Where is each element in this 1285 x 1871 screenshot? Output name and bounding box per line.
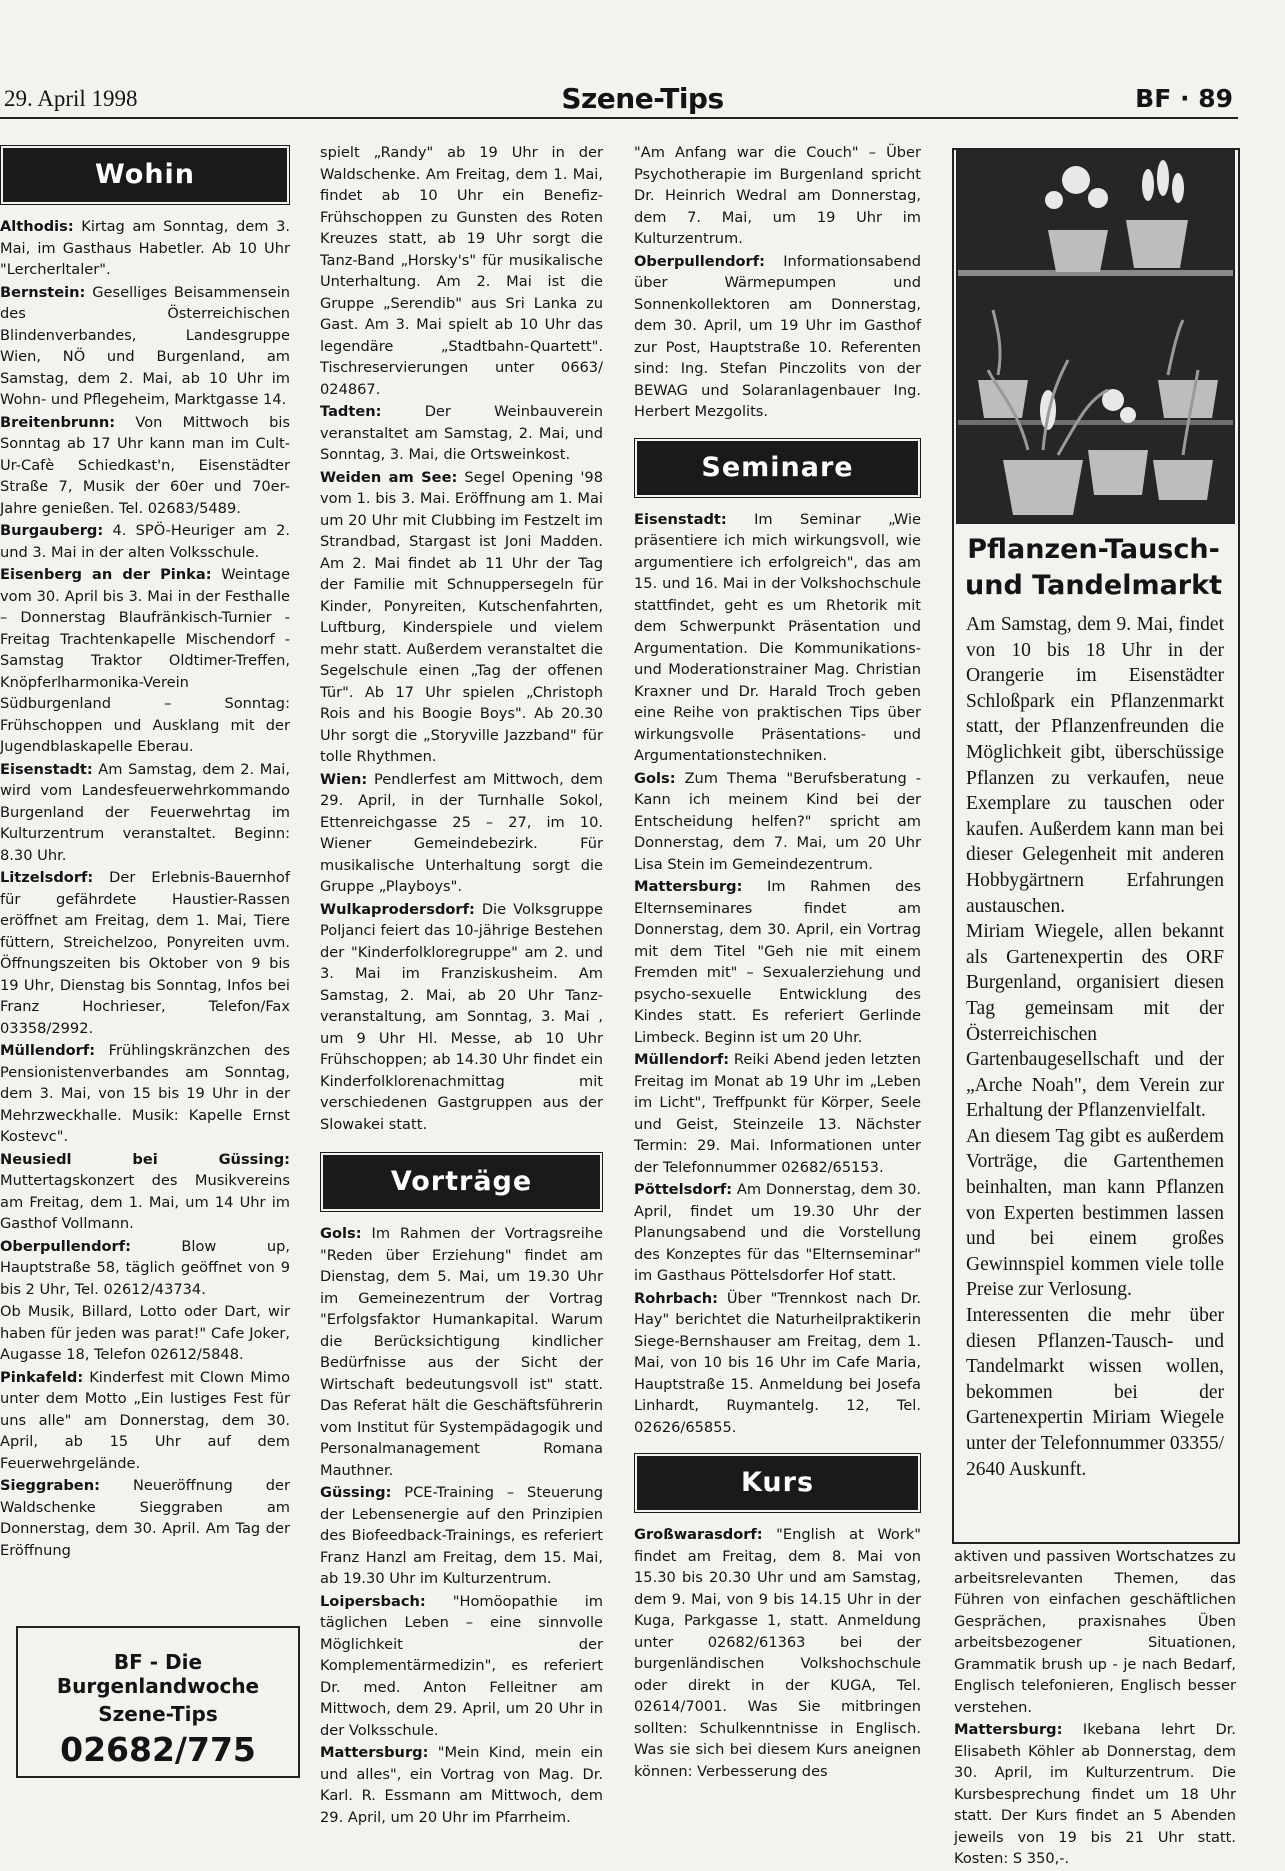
- entry: [634, 1288, 921, 1439]
- entry: [0, 759, 290, 867]
- entry-text: Zum Thema "Berufsberatung - Kann ich meinem Kind bei der Entscheidung helfen?" spricht am Donnerstag, dem 7. Mai, um 20 Uhr Lisa Stein im Gemeindezentrum.: [634, 769, 922, 873]
- entry-list: [0, 216, 290, 1561]
- contact-box-publication: BF - Die Burgenlandwoche: [56, 1650, 260, 1698]
- entry-place: Wien:: [320, 770, 368, 788]
- entry: [320, 899, 603, 1136]
- entry: [634, 768, 921, 876]
- header-rule: [0, 117, 1238, 119]
- entry-text: Frühlingskränzchen des Pensionistenverbandes am Sonntag, dem 3. Mai, von 15 bis 19 Uhr in der Mehrzweckhalle. Musik: Kapelle Ernst Kostevc".: [0, 1042, 290, 1145]
- entry-text: Der Weinbauverein veranstaltet am Samstag, 2. Mai, und Sonntag, 3. Mai, die Ortsweinkost.: [320, 403, 604, 463]
- entry-text: "Homöopathie im täglichen Leben – eine sinnvolle Möglichkeit der Komplementärmedizin", es referiert Dr. med. Anton Felleitner am Mittwoch, dem 29. April, um 20 Uhr in der Volksschule.: [320, 1592, 603, 1739]
- sidebar-paragraph: Am Samstag, dem 9. Mai, findet von 10 bis 18 Uhr in der Orangerie im Eisenstädter Schloßpark ein Pflanzenmarkt statt, der Pflanzenfreunden die Möglichkeit gibt, überschüssige Pflanzen zu verkaufen, neue Exemplare zu tauschen oder kaufen. Außerdem kann man bei dieser Gelegenheit mit anderen Hobbygärtnern Erfahrungen austauschen.: [966, 614, 1224, 917]
- entry: [0, 216, 290, 281]
- entry-text: Blow up, Hauptstraße 58, täglich geöffnet von 9 bis 2 Uhr, Tel. 02612/43734.: [0, 1237, 290, 1298]
- section-heading-wohin: Wohin: [3, 148, 287, 202]
- entry-text: Informationsabend über Wärmepumpen und Sonnenkollektoren am Donnerstag, dem 30. April, um 19 Uhr im Gasthof zur Post, Hauptstraße 10. Referenten sind: Ing. Stefan Pinczolits von der BEWAG und Solaranlagenbauer Ing. Herbert Mezgolits.: [634, 252, 921, 420]
- entry-text: Die Volksgruppe Poljanci feiert das 10-jährige Bestehen der "Kinderfolkloregruppe" am 2. und 3. Mai im Franziskusheim. Am Samstag, 2. Mai, ab 20 Uhr Tanz-veranstaltung, am Sonntag, 3. Mai , um 9 Uhr Hl. Messe, ab 10 Uhr Frühschoppen; ab 14.30 Uhr findet ein Kinderfolklorenachmittag mit verschiedenen Gastgruppen aus der Slowakei statt.: [320, 900, 603, 1133]
- entry-place: Weiden am See:: [320, 468, 458, 486]
- entry-text: Segel Opening '98 vom 1. bis 3. Mai. Eröffnung am 1. Mai um 20 Uhr mit Clubbing im Festzelt im Strandbad, Stargast ist Joni Madden. Am 2. Mai findet ab 11 Uhr der Tag der Familie mit Schnuppersegeln für Kinder, Ponyreiten, Kutschenfahrten, Luftburg, Kinderspiele und vielem mehr statt. Außerdem veranstaltet die Segelschule einen „Tag der offenen Tür". Ab 17 Uhr spielen „Christoph Rois and his Boogie Boys". Ab 20.30 Uhr sorgt die „Storyville Jazzband" für tolle Rhythmen.: [320, 468, 604, 765]
- entry-place: Mattersburg:: [320, 1744, 429, 1761]
- entry-text: Ob Musik, Billard, Lotto oder Dart, wir haben für jeden was parat!" Cafe Joker, Augasse 18, Telefon 02612/5848.: [0, 1303, 290, 1363]
- entry-place: Gols:: [634, 769, 676, 787]
- entry-place: Althodis:: [0, 218, 74, 235]
- entry-place: Pinkafeld:: [0, 1368, 84, 1386]
- entry-text: Der Erlebnis-Bauernhof für gefährdete Haustier-Rassen eröffnet am Freitag, dem 1. Mai, Tiere füttern, Streichelzoo, Ponyreiten uvm. Öffnungszeiten bis Oktober von 9 bis 19 Uhr, Dienstag bis Sonntag, Infos bei Franz Hochrieser, Telefon/Fax 03358/2992.: [0, 869, 290, 1037]
- contact-box-label: Szene-Tips: [98, 1702, 218, 1726]
- entry-place: Oberpullendorf:: [0, 1237, 131, 1255]
- sidebar-paragraph: Miriam Wiegele, allen bekannt als Gartenexpertin des ORF Burgenland, organisiert diesen Tag gemeinsam mit der Österreichischen Gartenbaugesellschaft und der „Arche Noah", dem Verein zur Erhaltung der Pflanzenvielfalt.: [966, 921, 1224, 1122]
- contact-box: [16, 1626, 300, 1778]
- entry: [0, 1301, 290, 1366]
- entry: [954, 1719, 1236, 1870]
- entry-text: Muttertagskonzert des Musikvereins am Freitag, dem 1. Mai, um 14 Uhr im Gasthof Vollmann.: [0, 1172, 290, 1232]
- entry-list: [320, 1223, 603, 1828]
- entry: [0, 564, 290, 758]
- entry-text: PCE-Training – Steuerung der Lebensenergie auf den Prinzipien des Biofeedback-Trainings, es referiert Franz Hanzl am Freitag, dem 15. Mai, ab 19.30 Uhr im Kulturzentrum.: [320, 1484, 604, 1587]
- entry-text: Über "Trennkost nach Dr. Hay" berichtet die Naturheilpraktikerin Siege-Bernshauser am Freitag, dem 1. Mai, von 10 bis 16 Uhr im Cafe Maria, Hauptstraße 15. Anmeldung bei Josefa Linhardt, Ruymantelg. 12, Tel. 02626/65855.: [634, 1289, 922, 1436]
- entry-place: Rohrbach:: [634, 1289, 719, 1307]
- entry: [0, 1367, 290, 1475]
- entry-text: Weintage vom 30. April bis 3. Mai in der Festhalle – Donnerstag Blaufränkisch-Turnier - Freitag Trachtenkapelle Mischendorf - Samstag Traktor Oldtimer-Treffen, Knöpferlharmonika-Verein Südburgenland – Sonntag: Frühschoppen und Ausklang mit der Jugendblaskapelle Eberau.: [0, 566, 291, 755]
- entry: [634, 1049, 921, 1178]
- column-wohin: [0, 140, 290, 1562]
- sidebar-title: Pflanzen-Tausch- und Tandelmarkt: [965, 534, 1222, 601]
- entry: [320, 1223, 603, 1481]
- sidebar-paragraph: An diesem Tag gibt es außerdem Vorträge, die Gartenthemen beinhalten, man kann Pflanzen von Experten bestimmen lassen und bei einem großes Gewinnspiel kommen viele tolle Preise zur Verlosung.: [966, 1125, 1224, 1301]
- entry: [320, 1591, 603, 1742]
- entry-place: Breitenbrunn:: [0, 413, 116, 431]
- entry-place: Burgauberg:: [0, 522, 104, 539]
- entry-list: [634, 1524, 921, 1782]
- column-2: [320, 142, 603, 1829]
- plants-photo: [956, 148, 1235, 524]
- entry: [0, 282, 290, 411]
- entry: [0, 1475, 290, 1561]
- entry-place: Neusiedl bei Güssing:: [0, 1150, 290, 1168]
- entry-continuation: spielt „Randy" ab 19 Uhr in der Waldschenke. Am Freitag, dem 1. Mai, findet ab 10 Uhr ein Benefiz-Frühschoppen zu Gunsten des Roten Kreuzes statt, ab 19 Uhr sorgt die Tanz-Band „Horsky's" für musikalische Unterhaltung. Am 2. Mai ist die Gruppe „Serendib" aus Sri Lanka zu Gast. Am 3. Mai spielt ab 10 Uhr das legendäre „Stadtbahn-Quartett". Tischreservierungen unter 0663/ 024867.: [320, 144, 603, 398]
- potted-plants-image: [958, 150, 1233, 522]
- entry-place: Sieggraben:: [0, 1477, 100, 1494]
- entry-place: Tadten:: [320, 403, 382, 420]
- entry-place: Wulkaprodersdorf:: [320, 900, 475, 918]
- entry-place: Litzelsdorf:: [0, 869, 94, 886]
- entry-place: Großwarasdorf:: [634, 1526, 763, 1543]
- page-title: Szene-Tips: [561, 82, 724, 115]
- entry-text: "English at Work" findet am Freitag, dem 8. Mai von 15.30 bis 20.30 Uhr und am Samstag, dem 9. Mai, von 9 bis 14.15 Uhr in der Kuga, Parkgasse 1, statt. Anmeldung unter 02682/61363 bei der burgenländischen Volkshochschule oder direkt in der KUGA, Tel. 02614/7001. Was Sie mitbringen sollten: Schulkenntnisse in Englisch. Was sie sich bei diesem Kurs aneignen können: Verbesserung des: [634, 1526, 921, 1780]
- page-date: 29. April 1998: [4, 86, 138, 111]
- entry-list: [320, 401, 603, 1135]
- entry: [634, 251, 921, 423]
- entry: [634, 1524, 921, 1782]
- entry-list: [634, 509, 921, 1439]
- entry: [320, 1482, 603, 1590]
- section-heading-seminare: Seminare: [637, 441, 918, 495]
- entry-place: Eisenstadt:: [634, 510, 727, 528]
- entry-text: Im Rahmen der Vortragsreihe "Reden über Erziehung" findet am Dienstag, dem 5. Mai, um 19.30 Uhr im Gemeinezentrum der Vortrag "Erfolgsfaktor Humankapital. Warum die Berücksichtigung kindlicher Bedürfnisse aus der Sicht der Wirtschaft bedeutungsvoll ist" statt. Das Referat hält die Geschäftsführerin vom Institut für Systempädagogik und Personalmanagement Romana Mauthner.: [320, 1225, 603, 1479]
- entry-place: Mattersburg:: [954, 1721, 1063, 1738]
- entry-text: Am Samstag, dem 2. Mai, wird vom Landesfeuerwehrkommando Burgenland der Feuerwehrtag im Kulturzentrum veranstaltet. Beginn: 8.30 Uhr.: [0, 760, 290, 864]
- entry: [0, 867, 290, 1039]
- section-heading-kurs: Kurs: [637, 1456, 918, 1510]
- entry: [0, 1040, 290, 1148]
- entry-list: [954, 1719, 1236, 1870]
- entry-text: Kirtag am Sonntag, dem 3. Mai, im Gasthaus Habetler. Ab 10 Uhr "Lercherltaler".: [0, 218, 290, 278]
- entry: [320, 467, 603, 768]
- section-heading-vortraege: Vorträge: [323, 1155, 600, 1209]
- entry-text: Geselliges Beisammensein des Österreichischen Blindenverbandes, Landesgruppe Wien, NÖ und Burgenland, am Samstag, dem 2. Mai, ab 10 Uhr im Wohn- und Pflegeheim, Marktgasse 14.: [0, 283, 291, 408]
- entry-continuation: aktiven und passiven Wortschatzes zu arbeitsrelevanten Themen, das Führen von einfachen geschäftlichen Gesprächen, praxisnahes Üben arbeitsbezogener Situationen, Grammatik brush up - je nach Bedarf, Englisch telefonieren, Englisch besser verstehen.: [954, 1548, 1236, 1716]
- entry-text: Von Mittwoch bis Sonntag ab 17 Uhr kann man im Cult-Ur-Cafè Schiedkast'n, Eisenstädter Straße 7, Musik der 60er und 70er-Jahre genießen. Tel. 02683/5489.: [0, 413, 290, 517]
- entry: [0, 1236, 290, 1301]
- entry-place: Loipersbach:: [320, 1592, 426, 1610]
- entry: [634, 509, 921, 767]
- entry-place: Müllendorf:: [0, 1042, 96, 1059]
- sidebar-text: [966, 612, 1224, 1482]
- entry: [0, 520, 290, 563]
- entry: [0, 412, 290, 520]
- entry-text: Kinderfest mit Clown Mimo unter dem Motto „Ein lustiges Fest für uns alle" am Donnerstag, dem 30. April, ab 15 Uhr auf dem Feuerwehrgelände.: [0, 1368, 290, 1472]
- entry-text: Im Rahmen des Elternseminares findet am Donnerstag, dem 30. April, ein Vortrag mit dem Titel "Geh nie mit einem Fremden mit" – Sexualerziehung und psycho-sexuelle Entwicklung des Kindes statt. Es referiert Gerlinde Limbeck. Beginn ist um 20 Uhr.: [634, 878, 922, 1046]
- entry-continuation: "Am Anfang war die Couch" – Über Psychotherapie im Burgenland spricht Dr. Heinrich Wedral am Donnerstag, dem 7. Mai, um 19 Uhr im Kulturzentrum.: [634, 144, 921, 247]
- entry-text: Pendlerfest am Mittwoch, dem 29. April, in der Turnhalle Sokol, Ettenreichgasse 25 – 27, im 10. Wiener Gemeindebezirk. Für musikalische Unterhaltung sorgt die Gruppe „Playboys".: [320, 770, 603, 895]
- page-number: BF · 89: [1135, 84, 1233, 113]
- entry-place: Müllendorf:: [634, 1051, 730, 1068]
- entry-place: Oberpullendorf:: [634, 252, 765, 270]
- entry: [0, 1149, 290, 1235]
- entry-place: Bernstein:: [0, 283, 86, 301]
- entry-list: [634, 251, 921, 423]
- entry-place: Gols:: [320, 1225, 362, 1242]
- entry-place: Eisenberg an der Pinka:: [0, 566, 212, 583]
- entry: [634, 876, 921, 1048]
- entry: [634, 1179, 921, 1287]
- column-4: [954, 1546, 1236, 1871]
- entry-text: "Mein Kind, mein ein und alles", ein Vortrag von Mag. Dr. Karl. R. Essmann am Mittwoch, dem 29. April, um 20 Uhr im Pfarrheim.: [320, 1744, 603, 1826]
- entry-place: Pöttelsdorf:: [634, 1181, 733, 1198]
- entry-text: 4. SPÖ-Heuriger am 2. und 3. Mai in der alten Volksschule.: [0, 522, 290, 561]
- sidebar-paragraph: Interessenten die mehr über diesen Pflanzen-Tausch- und Tandelmarkt wissen wollen, bekommen bei der Gartenexpertin Miriam Wiegele unter der Telefonnummer 03355/ 2640 Auskunft.: [966, 1305, 1224, 1480]
- entry: [320, 1742, 603, 1828]
- entry-text: Ikebana lehrt Dr. Elisabeth Köhler ab Donnerstag, dem 30. April, im Kulturzentrum. Die Kursbesprechung findet um 18 Uhr statt. Der Kurs findet an 5 Abenden jeweils von 19 bis 21 Uhr statt. Kosten: S 350,-.: [954, 1721, 1237, 1867]
- column-3: [634, 142, 921, 1783]
- entry: [320, 401, 603, 466]
- entry: [320, 769, 603, 898]
- entry-text: Am Donnerstag, dem 30. April, findet um 19.30 Uhr der Planungsabend und die Vorstellung des Konzeptes für das "Elternseminar" im Gasthaus Pöttelsdorfer Hof statt.: [634, 1181, 921, 1284]
- entry-place: Güssing:: [320, 1484, 392, 1501]
- entry-text: Reiki Abend jeden letzten Freitag im Monat ab 19 Uhr im „Leben im Licht", Treffpunkt für Körper, Seele und Geist, Steinzeile 13. Nächster Termin: 29. Mai. Informationen unter der Telefonnummer 02682/65153.: [634, 1051, 921, 1176]
- entry-text: Im Seminar „Wie präsentiere ich mich wirkungsvoll, wie argumentiere ich erfolgreich", das am 15. und 16. Mai in der Volkshochschule stattfindet, geht es um Rhetorik mit dem Schwerpunkt Präsentation und Argumentation. Die Kommunikations- und Moderationstrainer Mag. Christian Kraxner und Dr. Harald Troch geben eine Reihe von praktischen Tips über wirkungsvolle Präsentations- und Argumentationstechniken.: [634, 510, 922, 764]
- entry-place: Mattersburg:: [634, 878, 743, 895]
- entry-text: Neueröffnung der Waldschenke Sieggraben am Donnerstag, dem 30. April. Am Tag der Eröffnung: [0, 1477, 290, 1559]
- entry-place: Eisenstadt:: [0, 760, 93, 778]
- contact-box-phone: 02682/775: [60, 1730, 256, 1769]
